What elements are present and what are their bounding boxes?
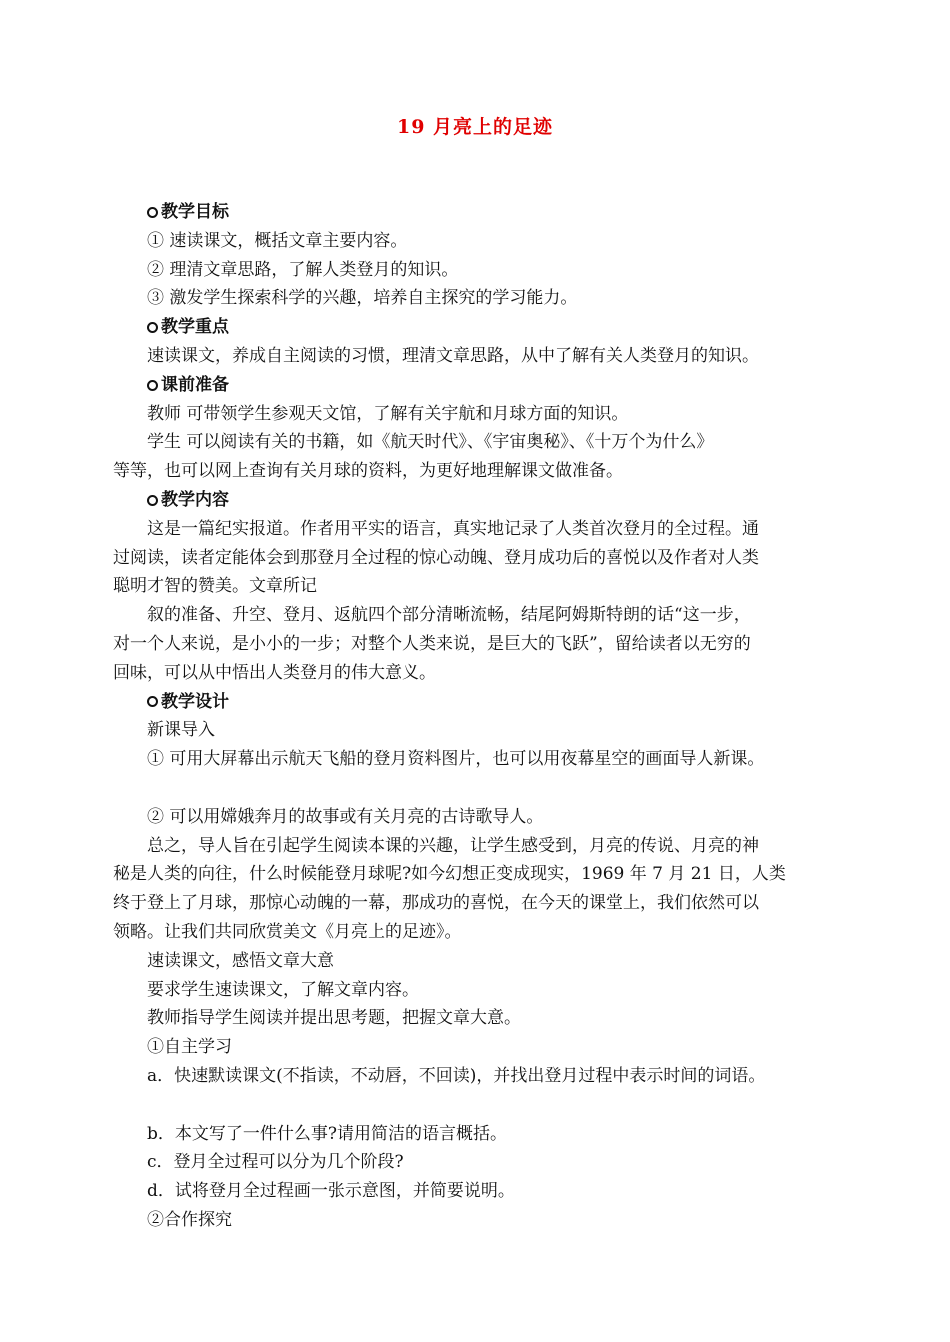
content-line: 回味，可以从中悟出人类登月的伟大意义。 (113, 662, 436, 683)
circle-bullet-icon (147, 207, 158, 218)
content-line: 叙的准备、升空、登月、返航四个部分清晰流畅，结尾阿姆斯特朗的话“这一步， (147, 605, 751, 626)
prep-teacher: 教师 可带领学生参观天文馆，了解有关宇航和月球方面的知识。 (147, 403, 629, 424)
prep-student-line: 学生 可以阅读有关的书籍，如《航天时代》、《宇宙奥秘》、《十万个为什么》 (147, 432, 714, 453)
design-line: 要求学生速读课文，了解文章内容。 (147, 979, 419, 1000)
design-line: 终于登上了月球，那惊心动魄的一幕，那成功的喜悦，在今天的课堂上，我们依然可以 (113, 893, 759, 914)
section-heading-goals: 教学目标 (147, 198, 859, 227)
spacer (147, 774, 859, 803)
circle-bullet-icon (147, 696, 158, 707)
design-line: 总之，导人旨在引起学生阅读本课的兴趣，让学生感受到，月亮的传说、月亮的神 (147, 835, 759, 856)
spacer (147, 1091, 859, 1120)
section-heading-prep: 课前准备 (147, 371, 859, 400)
content-line: 聪明才智的赞美。文章所记 (113, 576, 317, 597)
question-item: a．快速默读课文(不指读，不动唇，不回读)，并找出登月过程中表示时间的词语。 (147, 1065, 766, 1086)
content-line: 这是一篇纪实报道。作者用平实的语言，真实地记录了人类首次登月的全过程。通 (147, 518, 759, 539)
section-heading-design: 教学设计 (147, 688, 859, 717)
design-line: 新课导入 (147, 720, 215, 741)
circle-bullet-icon (147, 380, 158, 391)
content-line: 过阅读，读者定能体会到那登月全过程的惊心动魄、登月成功后的喜悦以及作者对人类 (113, 547, 759, 568)
prep-student-line: 等等，也可以网上查询有关月球的资料，为更好地理解课文做准备。 (113, 461, 623, 482)
goal-item: ③ 激发学生探索科学的兴趣，培养自主探究的学习能力。 (147, 288, 578, 309)
circle-bullet-icon (147, 495, 158, 506)
design-line: ②合作探究 (147, 1209, 232, 1230)
content-line: 对一个人来说，是小小的一步；对整个人类来说，是巨大的飞跃”，留给读者以无穷的 (113, 633, 751, 654)
design-line: ② 可以用嫦娥奔月的故事或有关月亮的古诗歌导人。 (147, 806, 544, 827)
section-heading-content: 教学内容 (147, 486, 859, 515)
document-body (113, 198, 859, 1235)
design-line: ①自主学习 (147, 1037, 232, 1058)
section-heading-focus: 教学重点 (147, 313, 859, 342)
circle-bullet-icon (147, 322, 158, 333)
design-line: ① 可用大屏幕出示航天飞船的登月资料图片，也可以用夜幕星空的画面导人新课。 (147, 749, 765, 770)
question-item: b．本文写了一件什么事?请用简洁的语言概括。 (147, 1123, 507, 1144)
goal-item: ① 速读课文，概括文章主要内容。 (147, 230, 408, 251)
design-line: 秘是人类的向往，什么时候能登月球呢?如今幻想正变成现实，1969 年 7 月 21 日，人类 (113, 864, 786, 885)
design-line: 领略。让我们共同欣赏美文《月亮上的足迹》。 (113, 921, 462, 942)
design-line: 教师指导学生阅读并提出思考题，把握文章大意。 (147, 1008, 521, 1029)
page-title: 19 月亮上的足迹 (396, 116, 554, 138)
design-line: 速读课文，感悟文章大意 (147, 950, 334, 971)
question-item: d．试将登月全过程画一张示意图，并简要说明。 (147, 1181, 515, 1202)
question-item: c．登月全过程可以分为几个阶段? (147, 1152, 404, 1173)
focus-text: 速读课文，养成自主阅读的习惯，理清文章思路，从中了解有关人类登月的知识。 (147, 345, 759, 366)
goal-item: ② 理清文章思路，了解人类登月的知识。 (147, 259, 459, 280)
